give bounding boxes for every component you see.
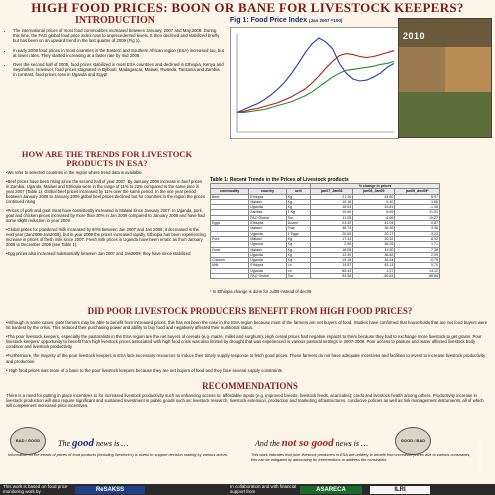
table-cell: 20.65	[311, 231, 353, 236]
table-cell: -6.69	[353, 215, 395, 220]
table-cell: Ton	[286, 215, 311, 220]
table-cell: 45.13	[353, 263, 395, 268]
table-cell: Eggs	[211, 221, 249, 226]
table-cell: Tray	[286, 226, 311, 231]
table-cell: Uganda	[249, 258, 286, 263]
table-body	[211, 194, 440, 279]
trends-heading: HOW ARE THE TRENDS FOR LIVESTOCK PRODUCTS IN ESA?	[21, 149, 193, 168]
table-cell: 18.54	[311, 205, 353, 210]
table-cell: 41.04	[353, 221, 395, 226]
market-photo	[399, 47, 445, 92]
table-cell: 0.87	[395, 221, 440, 226]
table-cell: 1.71	[395, 242, 440, 247]
table-cell: 6.59	[353, 210, 395, 215]
table-cell: 11.05	[311, 215, 353, 220]
table-group-header: % change in prices	[311, 184, 440, 189]
table-cell: 8.92	[395, 236, 440, 241]
footer-left-text: This work is based on food price monitoring work by	[3, 484, 68, 494]
chart-axis	[237, 34, 394, 132]
bad-good-bulb-icon: BAD / GOOD	[10, 427, 46, 455]
photo-collage	[398, 18, 492, 138]
bad-news-heading	[255, 437, 368, 449]
table-cell: 85.44	[311, 268, 353, 273]
good-news-post: news is …	[96, 439, 129, 448]
table-cell: 10.69	[311, 210, 353, 215]
table-cell: 5.70	[395, 263, 440, 268]
table-cell: Kg	[286, 205, 311, 210]
table-cell: Malawi	[249, 247, 286, 252]
table-cell: Beef	[211, 194, 249, 199]
table-cell: 3.06	[395, 226, 440, 231]
table-cell: -56.83	[353, 274, 395, 279]
livestock-photo	[445, 47, 491, 92]
table-cell: Uganda	[249, 268, 286, 273]
table-cell: -0.79	[395, 258, 440, 263]
table-cell: Pork	[211, 236, 249, 241]
good-news-heading	[58, 437, 128, 449]
bad-news-post: news is …	[335, 439, 369, 448]
table-cell: Ethiopia	[249, 221, 286, 226]
series-line-0	[237, 38, 394, 113]
table-cell: 30.32	[353, 236, 395, 241]
good-news-pre: The	[58, 439, 70, 448]
table-cell: 3.86	[395, 199, 440, 204]
table-cell: Uganda	[249, 242, 286, 247]
table-cell: Ethiopia	[249, 194, 286, 199]
table-cell: 43.50	[353, 247, 395, 252]
farm-photo	[399, 92, 491, 137]
series-line-1	[237, 51, 394, 113]
table-cell: 12.49	[311, 252, 353, 257]
intro-bullet: • The international prices of most food commodities increased between January, 2007 and May,2008. During this time, the FAO global food price index rose to unprecedented levels. It then declined and stabilized briefly but has been on an upward trend in the last quarter of 2009 (Fig 1).	[13, 28, 224, 44]
table-header: jan09_dec09*	[395, 189, 440, 194]
poor-paragraph: •The poor livestock keepers, especially the pastoralists in the ESA region are the net buyers of cereals (e.g. maize, millet and sorghum). High cereal prices had negative impacts to them because they had to exchange more livestock to get grains. Poor livestock keepers' opportunity to benefit from high livestock prices associated with high food crisis was also limited by drought that was experienced in various pastoral settings in 2007-2009. Poor access to pasture and water affected livestock body condition and livestock productivity	[6, 334, 482, 350]
table-cell: 20.17	[353, 231, 395, 236]
table-cell	[211, 274, 249, 279]
table-cell: Goat	[211, 247, 249, 252]
table-cell: FAO Global	[249, 274, 286, 279]
table-cell: Kg	[286, 194, 311, 199]
table-cell: 2.09	[395, 252, 440, 257]
table-cell: Ltr	[286, 263, 311, 268]
bad-news-box	[245, 425, 490, 483]
table-cell: 36.44	[353, 258, 395, 263]
table-cell: 33.81	[353, 205, 395, 210]
table-cell: Ton	[286, 274, 311, 279]
table-header: commodity	[211, 189, 249, 194]
table-cell: Milk	[211, 263, 249, 268]
table-cell: FAO Global	[249, 215, 286, 220]
intro-heading: INTRODUCTION	[74, 15, 155, 26]
table-cell: Ltr	[286, 268, 311, 273]
table-cell: 48.74	[311, 226, 353, 231]
good-bad-bulb-icon: GOOD / BAD	[395, 427, 431, 455]
table-note: * In Ethiopia change is done for Jul09 instead of dec09	[210, 289, 312, 294]
table-cell: Zambia	[249, 210, 286, 215]
bad-news-text: This work indicates that poor livestock producers in ESA are unlikely to benefit from increased prices due to various constraints, this can be mitigated by advocating for interventions to address the constraints.	[251, 452, 471, 462]
resakss-logo: ReSAKSS	[75, 486, 145, 494]
poor-paragraph: • High food prices was more of a bane to the poor livestock keepers because they are net buyers of food and they face several supply constraints	[6, 367, 282, 373]
table-header: jan08_Jan09	[353, 189, 395, 194]
trends-paragraph: •Prices of pork and goat meat have consistently increased in Malawi since January 2007. In Uganda, pork, goat and chicken prices increased by more than 30% in Jan 2009 compared to January 2008 and have had some slight reduction in year 2009.	[6, 208, 205, 223]
bad-news-pre: And the	[255, 439, 280, 448]
trends-paragraph: •We refer to selected countries in the region where trend data is available.	[6, 170, 143, 175]
table-cell: Uganda	[249, 231, 286, 236]
food-price-chart-svg	[231, 28, 398, 138]
footer-mid-text: In collaboration and with financial support from	[230, 484, 297, 494]
recommendations-text: There is a need for putting in place incentives to for increased livestock productivity such as enhancing access to; affordable inputs (e.g. improved breeds, livestock feeds, acaricides); credit and livestock health among others. Productivity increase in livestock production will also require significant and sustained investment in public goods such as: livestock research, livestock extension, production and marketing infrastructures, conducive policies as well as risk management instruments, all of which will complement increased price incentives.	[6, 393, 484, 409]
food-price-chart	[230, 27, 399, 139]
ilri-logo: ILRI	[370, 486, 430, 494]
series-line-2	[237, 61, 394, 112]
table-cell: 36.25	[353, 242, 395, 247]
figure-title-text: Fig 1: Food Price Index	[230, 17, 308, 24]
table-header: country	[249, 189, 286, 194]
photo-year: 2010	[403, 31, 426, 41]
table-cell: Malawi	[249, 236, 286, 241]
table-cell: 94.38	[311, 274, 353, 279]
recommendations-heading: RECOMMENDATIONS	[202, 381, 298, 391]
table-cell: 86.84	[395, 274, 440, 279]
price-trends-table	[210, 183, 440, 279]
figure-note: (Jan 2007 =100)	[308, 18, 343, 23]
table-cell: Uganda	[249, 252, 286, 257]
table-cell: Kg	[286, 242, 311, 247]
table-cell: 3.37	[353, 268, 395, 273]
table-cell: 21.26	[311, 194, 353, 199]
table-cell: Kg	[286, 247, 311, 252]
table-cell: 23.92	[311, 221, 353, 226]
table-header: jan07_Jan08	[311, 189, 353, 194]
table-cell: 11.51	[395, 210, 440, 215]
table-cell: Dozen	[286, 221, 311, 226]
table-cell: 19.27	[395, 215, 440, 220]
good-news-word: good	[72, 437, 94, 449]
table-title: Table 1: Recent Trends in the Prices of Livestock products	[210, 177, 349, 183]
table-cell: Chicken	[211, 258, 249, 263]
table-cell: 36.36	[353, 226, 395, 231]
table-cell: 6.97	[395, 194, 440, 199]
table-cell: 44.60	[353, 194, 395, 199]
table-header: unit	[286, 189, 311, 194]
bad-news-word: not so good	[281, 437, 334, 449]
poster-date: April 2010	[477, 440, 484, 472]
table-cell: 14.57	[311, 263, 353, 268]
trends-paragraph: •Beef prices have been rising since the second half of year 2007. By January 2008 increase in beef prices in Zambia, Uganda, Malawi and Ethiopia were in the range of 11% to 22% compared to the same time in year 2007 (Table 1). Global beef prices increased by 11% over the same period. In the one year period between January 2008 to January 2009 global beef prices declined but for countries in the region the prices continued rising	[6, 179, 206, 204]
table-cell: 1 Kg	[286, 210, 311, 215]
table-row	[211, 274, 440, 279]
poor-paragraph: •Furthermore, the majority of the poor livestock keepers in ESA lack necessary resources to induce their timely supply response to fetch good prices. These farmers do not have adequate incentives and facilities to invest to increase livestock productivity and production	[6, 353, 486, 364]
table-cell: Kg	[286, 252, 311, 257]
good-news-box	[0, 425, 238, 483]
table-cell: Kg	[286, 236, 311, 241]
table-cell: Malawi	[249, 226, 286, 231]
intro-section	[6, 28, 224, 82]
table-cell: 16.16	[311, 199, 353, 204]
trends-paragraph: •Egg prices also increased substantially between Jan 2007 and Jan2009; they have since stabilized	[6, 251, 191, 256]
table-cell: 7.38	[395, 247, 440, 252]
table-cell: 36.82	[353, 252, 395, 257]
trends-section	[6, 170, 206, 260]
table-cell: Malawi	[249, 199, 286, 204]
poster-title: HIGH FOOD PRICES: BOON OR BANE FOR LIVESTOCK KEEPERS?	[31, 0, 464, 15]
intro-bullet: • In early 2008 food prices in most countries in the Eastern and Southern African region (ESA) increased too, but at lower rates. They started increasing at a faster rate by mid 2008.	[13, 48, 224, 58]
poor-producers-heading: DID POOR LIVESTOCK PRODUCERS BENEFIT FROM HIGH FOOD PRICES?	[87, 306, 413, 316]
table-cell: Uganda	[249, 205, 286, 210]
table-cell: Ethiopia	[249, 263, 286, 268]
intro-bullet: • Over the second half of 2009, food prices stabilized in most ESA countries and declined in Ethiopia, Kenya and Seychelles. However, food prices stagnated in Djibouti, Madagascar, Malawi, Rwanda, Tanzania and Zambia. In contrast, food prices rose in Uganda and Egypt	[13, 62, 224, 78]
trends-paragraph: •Global prices for powdered milk increased by 94% between Jan 2007 and Jan 2008, it decreased in the next year (Jan2008-Jan2009), but in year 2009 the prices increased rapidly. Ethiopia has been experiencing increase in prices of fresh milk since 2007. Fresh milk prices in Uganda have been erratic as from January 2008 to December 2009 (see Table 1)	[6, 227, 206, 247]
good-news-text: Information on the trends of prices of food products (including livestock's) is useful to support decision making by various actors.	[8, 452, 229, 457]
table-cell: 14.12	[395, 268, 440, 273]
table-cell: 2.96	[311, 242, 353, 247]
table-cell: 19.18	[311, 258, 353, 263]
table-cell: Kg	[286, 199, 311, 204]
table-cell: 18.08	[311, 247, 353, 252]
table-cell: 1 Eggs	[286, 231, 311, 236]
table-cell: Kg	[286, 258, 311, 263]
table-cell: -3.23	[395, 231, 440, 236]
table-cell: 9.40	[353, 199, 395, 204]
poor-producers-section	[6, 320, 489, 377]
figure-title	[230, 17, 390, 24]
table-cell: 17.34	[311, 236, 353, 241]
poor-paragraph: •Although in some cases, poor farmers may be able to benefit from increased prices, this has not been the case in the ESA region because most of the farmers are net buyers of food. Studies have confirmed that households that are net food buyers were hit hardest by the crisis. This reduced their purchasing power and ability to buy food and negatively affected their nutritional status.	[6, 320, 488, 331]
table-cell: -1.38	[395, 205, 440, 210]
asareca-logo: ASARECA	[300, 486, 362, 494]
